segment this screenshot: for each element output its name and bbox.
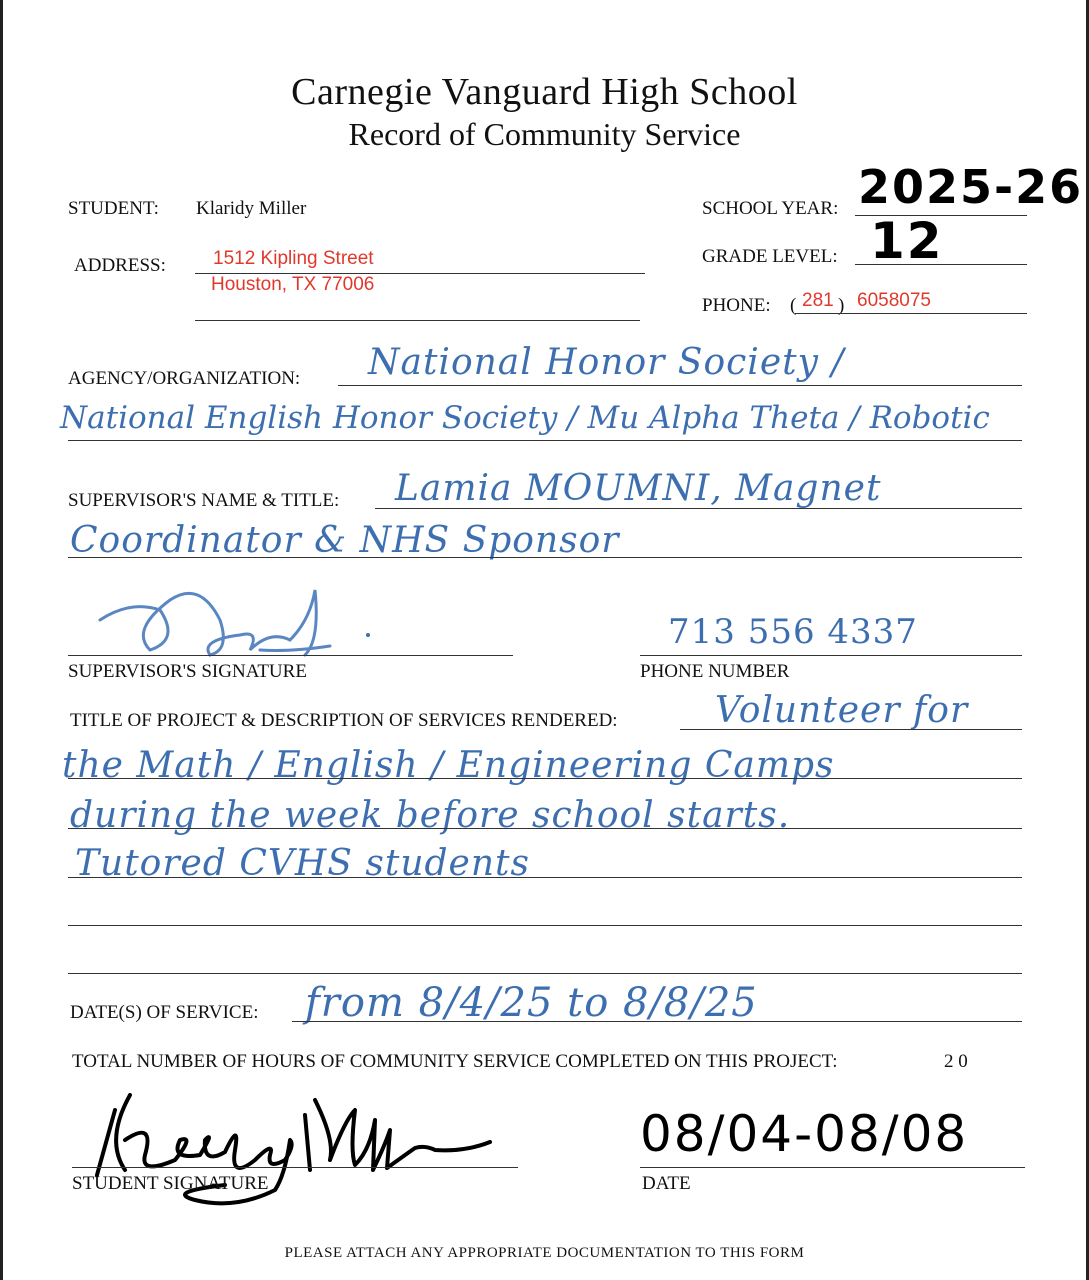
supervisor-line-2 xyxy=(68,557,1022,558)
address-line-2 xyxy=(195,320,640,321)
phone-line xyxy=(795,313,1027,314)
phone-close-paren: ) xyxy=(838,295,845,316)
project-line-3 xyxy=(68,828,1022,829)
agency-label: AGENCY/ORGANIZATION: xyxy=(68,368,301,389)
school-name: Carnegie Vanguard High School xyxy=(291,71,798,113)
dates-label: DATE(S) OF SERVICE: xyxy=(70,1002,259,1023)
student-signature-label: STUDENT SIGNATURE xyxy=(72,1173,269,1194)
supervisor-signature-label: SUPERVISOR'S SIGNATURE xyxy=(68,661,307,682)
project-line1: Volunteer for xyxy=(715,690,969,731)
student-signature-line xyxy=(72,1167,518,1168)
supervisor-line-1 xyxy=(375,508,1022,509)
project-line-6 xyxy=(68,973,1022,974)
date-value: 08/04-08/08 xyxy=(640,1105,969,1163)
address-line1: 1512 Kipling Street xyxy=(213,248,374,269)
left-border xyxy=(0,0,3,1280)
address-line-1 xyxy=(195,273,645,274)
student-name: Klaridy Miller xyxy=(196,198,307,219)
supervisor-phone-label: PHONE NUMBER xyxy=(640,661,790,682)
agency-line1: National Honor Society / xyxy=(368,342,845,383)
date-label: DATE xyxy=(642,1173,691,1194)
phone-label: PHONE: xyxy=(702,295,771,316)
hours-label: TOTAL NUMBER OF HOURS OF COMMUNITY SERVICE COMPLETED ON THIS PROJECT: xyxy=(72,1051,838,1072)
agency-line-1 xyxy=(338,385,1022,386)
school-year-label: SCHOOL YEAR: xyxy=(702,198,839,219)
phone-open-paren: ( xyxy=(790,295,797,316)
supervisor-line2: Coordinator & NHS Sponsor xyxy=(70,520,620,561)
supervisor-phone-value: 713 556 4337 xyxy=(668,612,918,652)
supervisor-line1: Lamia MOUMNI, Magnet xyxy=(395,468,882,509)
address-label: ADDRESS: xyxy=(74,255,166,276)
date-line xyxy=(640,1167,1025,1168)
project-line-2 xyxy=(68,778,1022,779)
project-line2: the Math / English / Engineering Camps xyxy=(62,745,835,786)
footer-note: PLEASE ATTACH ANY APPROPRIATE DOCUMENTATION TO THIS FORM xyxy=(284,1245,805,1261)
agency-line-2 xyxy=(68,440,1022,441)
form-title: Record of Community Service xyxy=(348,116,741,152)
student-label: STUDENT: xyxy=(68,198,159,219)
project-line-1 xyxy=(680,729,1022,730)
project-line3: during the week before school starts. xyxy=(70,795,791,836)
supervisor-label: SUPERVISOR'S NAME & TITLE: xyxy=(68,490,340,511)
school-year-value: 2025-26 xyxy=(858,160,1084,214)
hours-value: 2 0 xyxy=(944,1051,968,1072)
agency-line2: National English Honor Society / Mu Alpha Theta / Robotic xyxy=(60,400,990,436)
grade-level-value: 12 xyxy=(870,212,944,270)
dates-line xyxy=(292,1021,1022,1022)
project-line4: Tutored CVHS students xyxy=(75,843,530,884)
project-line-5 xyxy=(68,925,1022,926)
phone-area-code: 281 xyxy=(802,290,834,311)
phone-number: 6058075 xyxy=(857,290,931,311)
supervisor-signature-line xyxy=(68,655,513,656)
dates-value: from 8/4/25 to 8/8/25 xyxy=(305,980,758,1026)
supervisor-phone-line xyxy=(640,655,1022,656)
grade-level-label: GRADE LEVEL: xyxy=(702,246,838,267)
project-line-4 xyxy=(68,877,1022,878)
grade-level-line xyxy=(855,264,1027,265)
address-line2: Houston, TX 77006 xyxy=(211,274,375,295)
project-label: TITLE OF PROJECT & DESCRIPTION OF SERVICES RENDERED: xyxy=(70,710,618,731)
